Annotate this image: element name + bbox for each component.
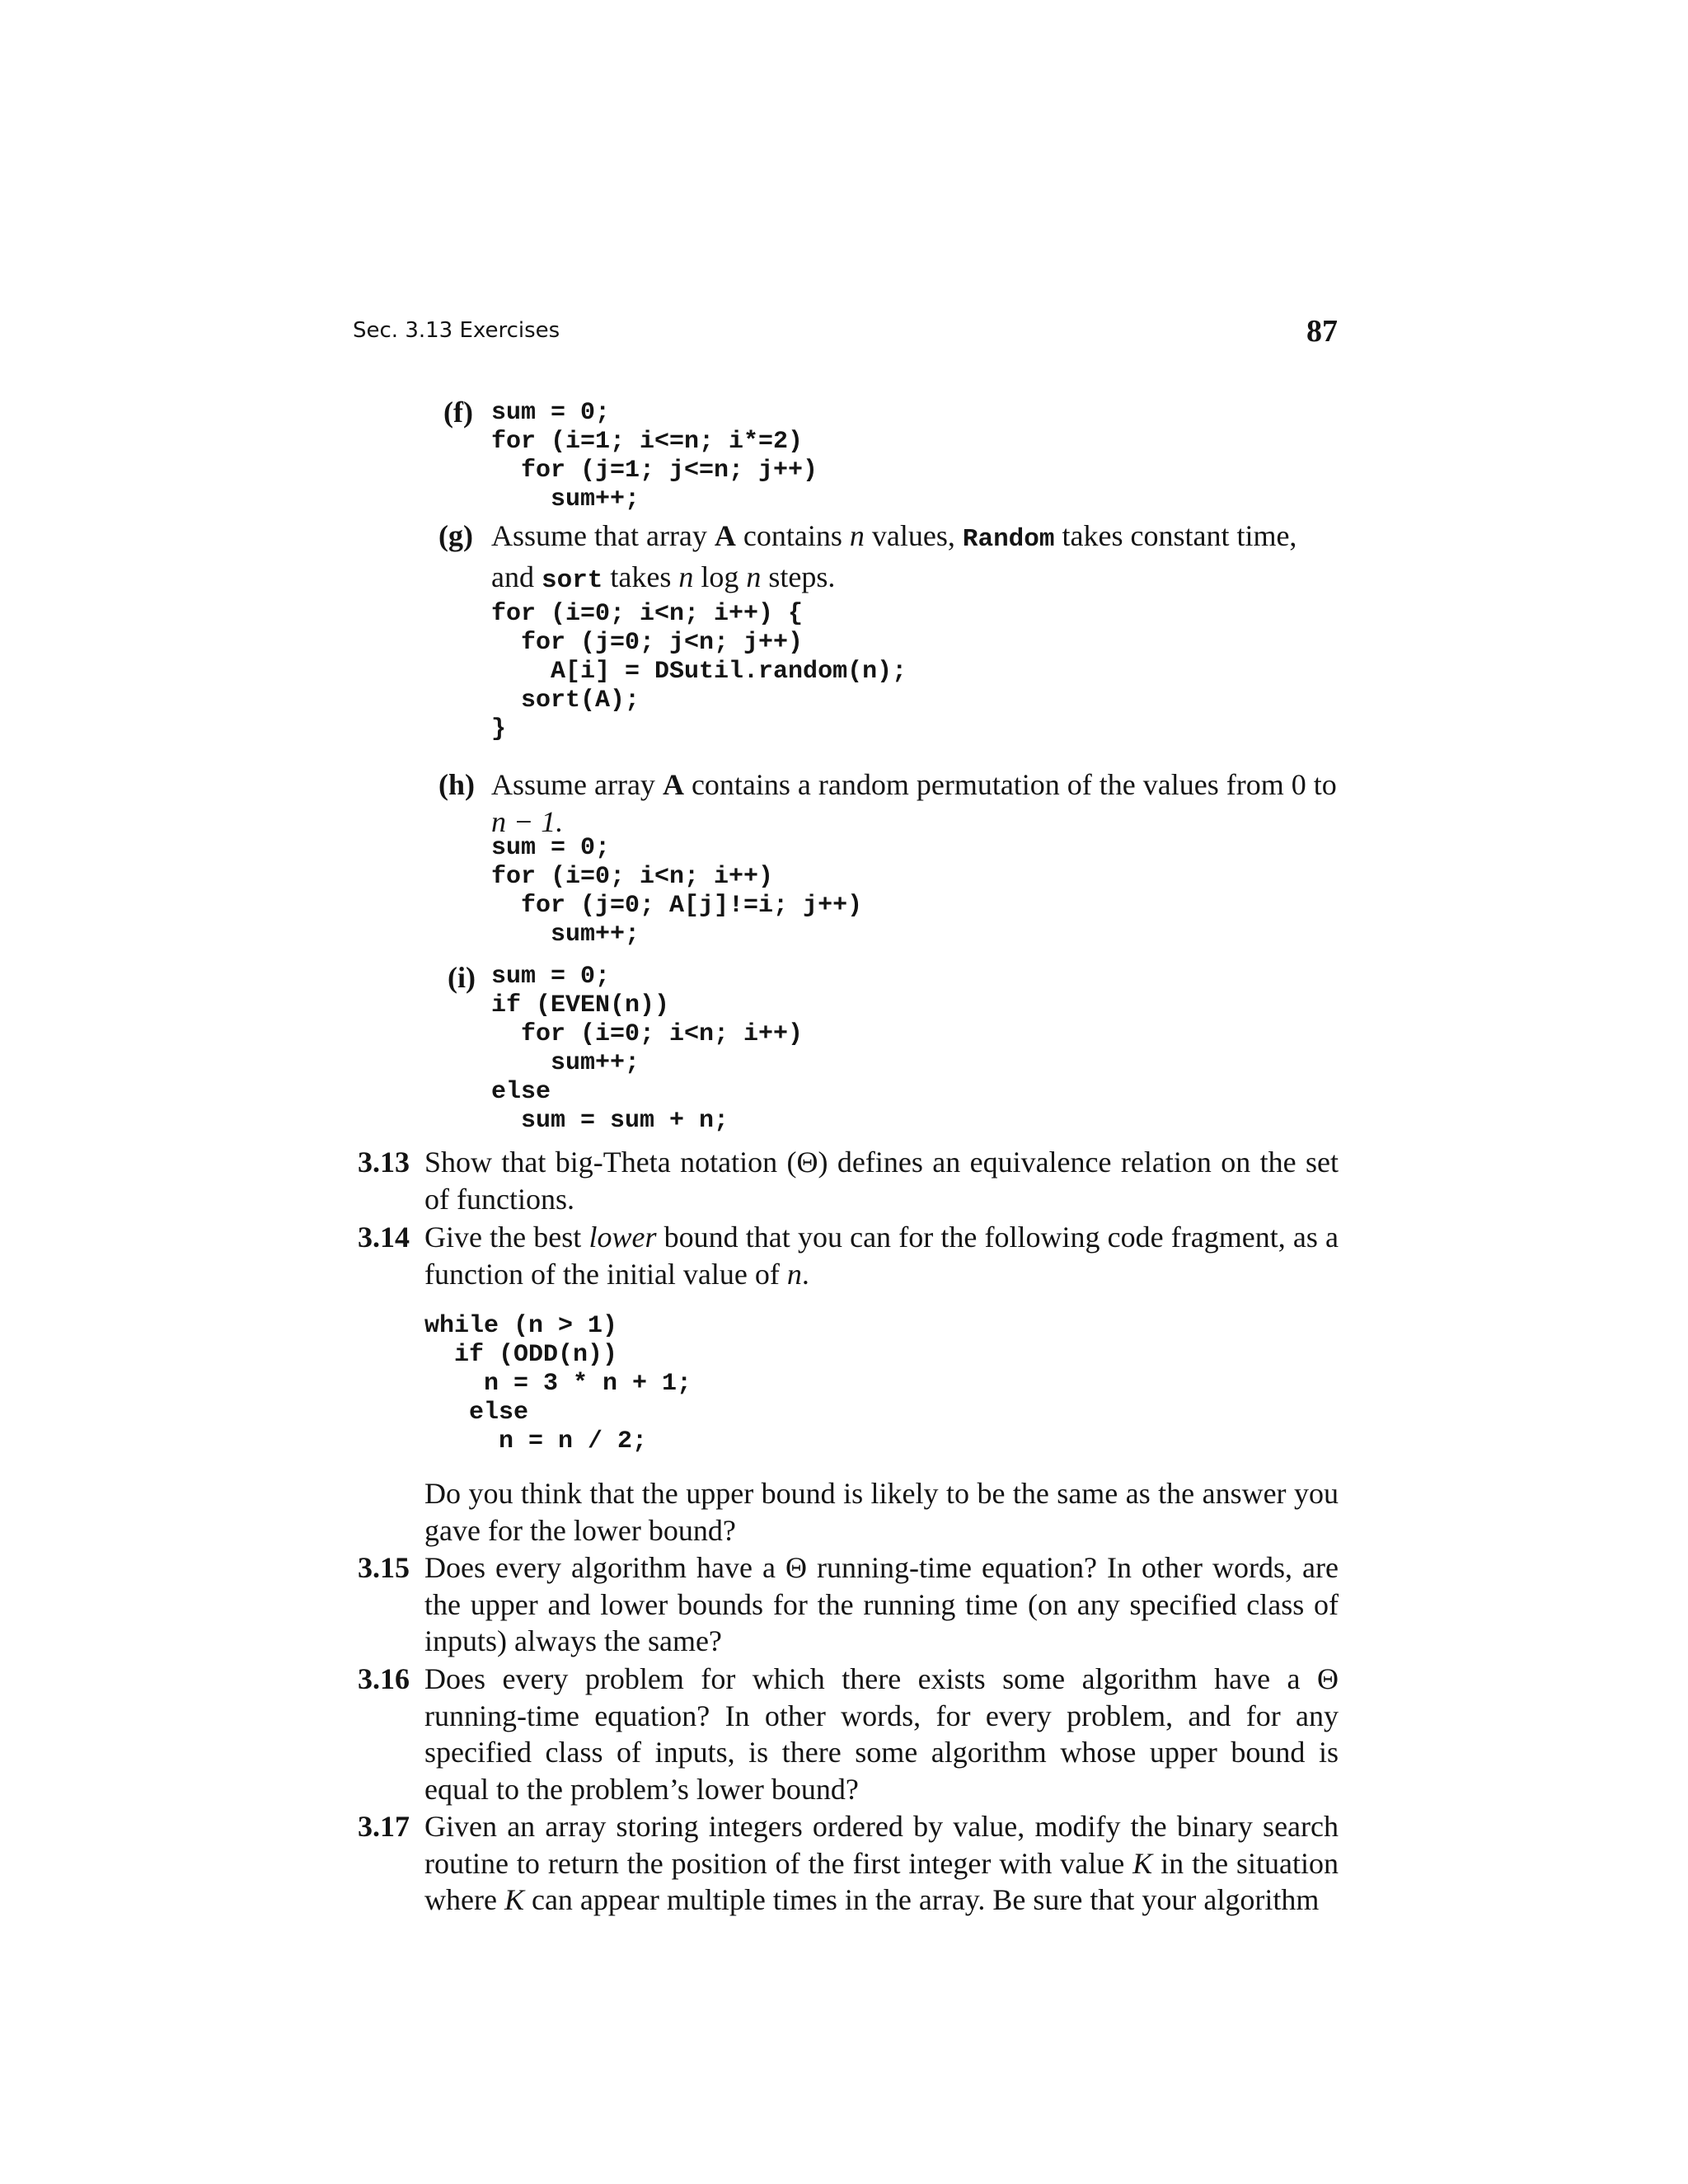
part-label: (i): [448, 961, 476, 994]
code-line: A[i] = DSutil.random(n);: [491, 658, 907, 686]
code-line: sum++;: [491, 921, 640, 949]
code-line: }: [491, 715, 507, 743]
code-block: [424, 1312, 692, 1456]
code-block: [491, 399, 818, 514]
code-block: [491, 963, 803, 1136]
exercise-number: 3.15: [358, 1551, 410, 1584]
paragraph: Does every problem for which there exists some algorithm have a Θ running-time equation? In other words, for every problem, and for any specified class of inputs, is there some algorithm whose upper bound is equal to the problem’s lower bound?: [424, 1662, 1339, 1806]
exercise-number: 3.16: [358, 1662, 410, 1695]
code-line: else: [424, 1399, 529, 1427]
code-line: while (n > 1): [424, 1312, 618, 1340]
code-line: sum++;: [491, 1049, 640, 1077]
code-line: for (j=1; j<=n; j++): [491, 457, 818, 485]
code-line: for (i=0; i<n; i++) {: [491, 600, 804, 628]
paragraph: Give the best lower bound that you can for the following code fragment, as a function of the initial value of n.: [424, 1221, 1339, 1291]
paragraph: Assume array A contains a random permutation of the values from 0 to n − 1.: [491, 768, 1337, 838]
code-line: sum = 0;: [491, 399, 611, 427]
page-number: 87: [1306, 314, 1338, 349]
code-line: for (i=0; i<n; i++): [491, 863, 774, 891]
code-line: sum = sum + n;: [491, 1107, 729, 1135]
code-line: for (i=0; i<n; i++): [491, 1020, 804, 1048]
code-line: n = 3 * n + 1;: [424, 1370, 692, 1398]
code-line: n = n / 2;: [424, 1427, 648, 1455]
code-line: if (EVEN(n)): [491, 991, 670, 1019]
part-label: (g): [438, 519, 473, 552]
paragraph: Does every algorithm have a Θ running-time equation? In other words, are the upper and lower bounds for the running time (on any specified class of inputs) always the same?: [424, 1551, 1339, 1657]
code-line: for (j=0; j<n; j++): [491, 629, 804, 657]
exercise-number: 3.17: [358, 1810, 410, 1843]
code-block: [491, 600, 907, 744]
paragraph: Do you think that the upper bound is likely to be the same as the answer you gave for the lower bound?: [424, 1477, 1339, 1547]
part-label: (f): [443, 396, 473, 429]
exercise-number: 3.14: [358, 1221, 410, 1254]
paragraph: Given an array storing integers ordered by value, modify the binary search routine to return the position of the first integer with value K in the situation where K can appear multiple times in the array. Be sure that your algorithm: [424, 1810, 1339, 1916]
exercise-number: 3.13: [358, 1146, 410, 1179]
paragraph: Assume that array A contains n values, Random takes constant time, and sort takes n log n steps.: [491, 519, 1297, 595]
running-header: Sec. 3.13 Exercises: [353, 318, 560, 343]
code-line: sum++;: [491, 485, 640, 513]
code-line: sort(A);: [491, 687, 640, 715]
code-line: sum = 0;: [491, 834, 611, 862]
code-line: if (ODD(n)): [424, 1341, 618, 1369]
code-line: for (i=1; i<=n; i*=2): [491, 428, 804, 456]
paragraph: Show that big-Theta notation (Θ) defines an equivalence relation on the set of functions.: [424, 1146, 1339, 1216]
code-block: [491, 834, 862, 949]
part-label: (h): [438, 768, 475, 801]
code-line: for (j=0; A[j]!=i; j++): [491, 892, 863, 920]
code-line: else: [491, 1078, 551, 1106]
code-line: sum = 0;: [491, 963, 611, 991]
